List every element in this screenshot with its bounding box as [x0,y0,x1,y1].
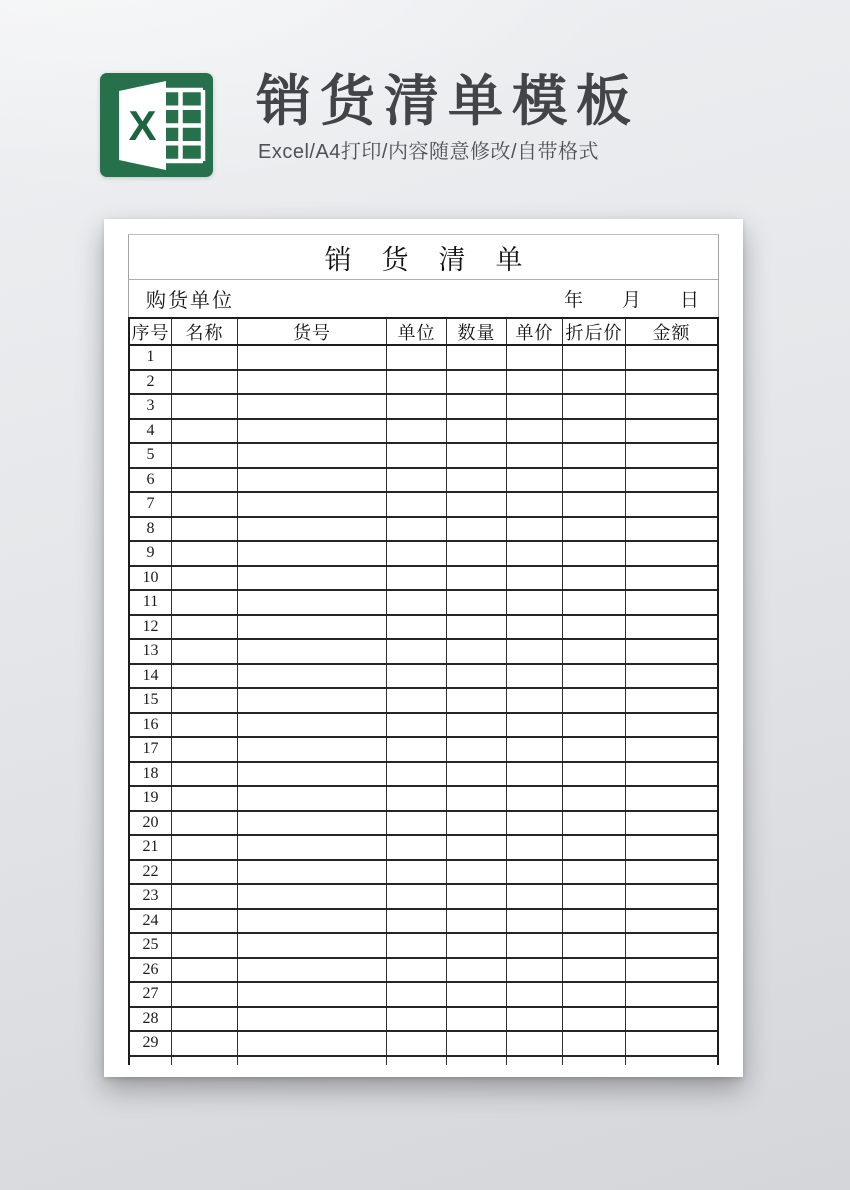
empty-cell [625,469,717,492]
empty-cell [171,812,237,835]
empty-cell [171,959,237,982]
empty-cell [386,885,446,908]
empty-cell [171,420,237,443]
table-row [130,616,717,641]
empty-cell [386,395,446,418]
row-number-cell: 4 [146,421,155,439]
empty-cell [506,346,562,369]
empty-cell [446,812,506,835]
table-row [130,1008,717,1033]
empty-cell [562,493,625,516]
row-number-cell: 8 [146,519,155,537]
empty-cell [171,469,237,492]
empty-cell [625,395,717,418]
table-row [130,395,717,420]
table-row [130,640,717,665]
empty-cell [386,959,446,982]
row-number-cell: 14 [142,666,159,684]
row-number-cell: 6 [146,470,155,488]
empty-cell [171,689,237,712]
empty-cell [446,616,506,639]
empty-cell [446,640,506,663]
empty-cell [171,1032,237,1055]
empty-cell [386,910,446,933]
empty-cell [446,591,506,614]
empty-cell [386,861,446,884]
empty-cell [386,983,446,1006]
empty-cell [386,542,446,565]
logo-x-letter: X [128,102,157,149]
empty-cell [171,885,237,908]
empty-cell [562,616,625,639]
empty-cell [625,444,717,467]
empty-cell [562,959,625,982]
empty-cell [625,640,717,663]
empty-cell [386,1032,446,1055]
empty-cell [237,763,386,786]
empty-cell [562,1032,625,1055]
page-title: 销货清单模板 [256,70,641,132]
column-header: 货号 [237,319,386,344]
clipped-cell [130,1057,171,1065]
empty-cell [237,665,386,688]
row-number-cell: 9 [146,544,155,562]
empty-cell [446,983,506,1006]
column-header: 数量 [446,319,506,344]
empty-cell [237,640,386,663]
empty-cell [506,469,562,492]
day-label: 日 [679,290,699,311]
clipped-cell [506,1057,562,1065]
empty-cell [506,959,562,982]
empty-cell [562,469,625,492]
empty-cell [562,910,625,933]
empty-cell [446,665,506,688]
empty-cell [562,885,625,908]
empty-cell [446,493,506,516]
row-number-cell: 28 [142,1009,159,1027]
empty-cell [625,493,717,516]
row-number-cell: 20 [142,813,159,831]
empty-cell [506,836,562,859]
empty-cell [386,420,446,443]
hero-header [0,0,850,200]
empty-cell [446,420,506,443]
empty-cell [446,1032,506,1055]
empty-cell [386,763,446,786]
row-number-cell: 22 [142,862,159,880]
empty-cell [237,934,386,957]
row-number-cell: 23 [142,887,159,905]
table-row [130,885,717,910]
empty-cell [386,836,446,859]
empty-cell [506,812,562,835]
table-row [130,959,717,984]
empty-cell [386,665,446,688]
empty-cell [506,1032,562,1055]
empty-cell [625,836,717,859]
empty-cell [171,934,237,957]
empty-cell [446,371,506,394]
table-row [130,1032,717,1057]
buyer-unit-label: 购货单位 [146,290,234,312]
empty-cell [562,444,625,467]
empty-cell [171,738,237,761]
row-number-cell: 10 [142,568,159,586]
empty-cell [171,763,237,786]
empty-cell [506,542,562,565]
empty-cell [386,567,446,590]
empty-cell [237,885,386,908]
table-row [130,812,717,837]
empty-cell [237,616,386,639]
table-row [130,665,717,690]
empty-cell [446,689,506,712]
empty-cell [562,861,625,884]
column-header: 单价 [506,319,562,344]
row-number-cell: 3 [146,397,155,415]
empty-cell [237,689,386,712]
empty-cell [237,444,386,467]
column-header: 金额 [625,319,717,344]
empty-cell [171,665,237,688]
empty-cell [237,371,386,394]
table-row [130,542,717,567]
buyer-date-row [128,280,719,317]
empty-cell [386,934,446,957]
empty-cell [506,493,562,516]
empty-cell [562,420,625,443]
empty-cell [171,714,237,737]
row-number-cell: 17 [142,740,159,758]
empty-cell [625,420,717,443]
empty-cell [562,812,625,835]
empty-cell [446,836,506,859]
document-title: 销货清单 [324,244,553,275]
empty-cell [171,616,237,639]
empty-cell [506,395,562,418]
empty-cell [446,959,506,982]
empty-cell [446,1008,506,1031]
clipped-cell [237,1057,386,1065]
empty-cell [386,812,446,835]
empty-cell [625,885,717,908]
document-page [104,219,743,1077]
empty-cell [446,738,506,761]
empty-cell [171,640,237,663]
table-row [130,714,717,739]
excel-logo-icon [100,73,213,177]
table-row [130,983,717,1008]
empty-cell [237,518,386,541]
empty-cell [386,689,446,712]
table-row [130,371,717,396]
table-row [130,738,717,763]
table-row [130,493,717,518]
empty-cell [386,444,446,467]
empty-cell [562,665,625,688]
table-body [130,346,717,1057]
empty-cell [386,787,446,810]
empty-cell [625,1008,717,1031]
year-label: 年 [563,290,583,311]
empty-cell [562,934,625,957]
empty-cell [506,763,562,786]
empty-cell [446,861,506,884]
column-header: 名称 [171,319,237,344]
empty-cell [237,910,386,933]
clipped-cell [446,1057,506,1065]
empty-cell [506,567,562,590]
empty-cell [625,861,717,884]
empty-cell [386,518,446,541]
empty-cell [562,763,625,786]
table-row [130,861,717,886]
sales-table [128,317,719,1065]
empty-cell [171,1008,237,1031]
empty-cell [446,763,506,786]
empty-cell [562,836,625,859]
row-number-cell: 21 [142,838,159,856]
column-header: 折后价 [562,319,625,344]
empty-cell [506,371,562,394]
empty-cell [446,567,506,590]
empty-cell [446,714,506,737]
date-labels [564,285,718,312]
empty-cell [506,738,562,761]
empty-cell [562,567,625,590]
empty-cell [171,346,237,369]
empty-cell [237,542,386,565]
table-row [130,469,717,494]
empty-cell [171,983,237,1006]
empty-cell [386,640,446,663]
empty-cell [506,518,562,541]
table-row [130,763,717,788]
table-row [130,444,717,469]
empty-cell [237,591,386,614]
empty-cell [506,640,562,663]
table-row [130,346,717,371]
empty-cell [171,518,237,541]
empty-cell [506,910,562,933]
empty-cell [237,836,386,859]
empty-cell [625,959,717,982]
empty-cell [171,493,237,516]
empty-cell [506,591,562,614]
table-header-row [130,319,717,346]
empty-cell [237,861,386,884]
row-number-cell: 27 [142,985,159,1003]
empty-cell [506,689,562,712]
row-number-cell: 24 [142,911,159,929]
empty-cell [171,567,237,590]
empty-cell [237,812,386,835]
document-title-row [128,234,719,280]
hero-text-block [256,72,756,163]
empty-cell [446,469,506,492]
empty-cell [625,787,717,810]
empty-cell [506,444,562,467]
table-row [130,518,717,543]
empty-cell [237,959,386,982]
empty-cell [446,885,506,908]
row-number-cell: 29 [142,1034,159,1052]
row-number-cell: 16 [142,715,159,733]
empty-cell [562,542,625,565]
empty-cell [506,420,562,443]
empty-cell [562,983,625,1006]
row-number-cell: 13 [142,642,159,660]
empty-cell [386,1008,446,1031]
month-label: 月 [621,290,641,311]
row-number-cell: 7 [146,495,155,513]
empty-cell [171,395,237,418]
table-row [130,591,717,616]
table-row [130,420,717,445]
empty-cell [446,518,506,541]
empty-cell [171,591,237,614]
column-header: 单位 [386,319,446,344]
clipped-cell [625,1057,717,1065]
row-number-cell: 1 [146,348,155,366]
empty-cell [237,469,386,492]
empty-cell [506,665,562,688]
empty-cell [562,640,625,663]
row-number-cell: 25 [142,936,159,954]
empty-cell [625,371,717,394]
clipped-cell [171,1057,237,1065]
empty-cell [171,371,237,394]
row-number-cell: 12 [142,617,159,635]
empty-cell [625,665,717,688]
empty-cell [446,542,506,565]
row-number-cell: 15 [142,691,159,709]
empty-cell [625,1032,717,1055]
empty-cell [625,983,717,1006]
empty-cell [237,567,386,590]
empty-cell [562,1008,625,1031]
empty-cell [562,591,625,614]
empty-cell [506,714,562,737]
empty-cell [171,444,237,467]
sales-list-document [128,234,719,1065]
empty-cell [446,444,506,467]
empty-cell [171,787,237,810]
empty-cell [446,787,506,810]
empty-cell [237,738,386,761]
empty-cell [386,591,446,614]
empty-cell [386,469,446,492]
row-number-cell: 2 [146,372,155,390]
empty-cell [562,787,625,810]
empty-cell [625,812,717,835]
empty-cell [625,542,717,565]
table-row-partial [130,1057,717,1065]
empty-cell [386,738,446,761]
empty-cell [562,518,625,541]
empty-cell [446,910,506,933]
empty-cell [171,542,237,565]
empty-cell [446,934,506,957]
empty-cell [237,1008,386,1031]
table-row [130,689,717,714]
empty-cell [506,861,562,884]
row-number-cell: 18 [142,764,159,782]
empty-cell [446,346,506,369]
empty-cell [562,689,625,712]
empty-cell [506,787,562,810]
empty-cell [386,616,446,639]
empty-cell [171,836,237,859]
empty-cell [237,493,386,516]
empty-cell [625,567,717,590]
empty-cell [625,616,717,639]
table-row [130,836,717,861]
empty-cell [506,1008,562,1031]
empty-cell [625,910,717,933]
empty-cell [625,714,717,737]
empty-cell [625,738,717,761]
empty-cell [446,395,506,418]
empty-cell [625,591,717,614]
empty-cell [562,346,625,369]
empty-cell [625,763,717,786]
empty-cell [237,1032,386,1055]
empty-cell [562,714,625,737]
empty-cell [386,714,446,737]
empty-cell [237,346,386,369]
row-number-cell: 19 [142,789,159,807]
empty-cell [506,934,562,957]
row-number-cell: 26 [142,960,159,978]
empty-cell [237,983,386,1006]
empty-cell [562,371,625,394]
clipped-cell [386,1057,446,1065]
column-header: 序号 [131,322,170,343]
empty-cell [237,787,386,810]
empty-cell [625,934,717,957]
empty-cell [562,738,625,761]
table-row [130,910,717,935]
empty-cell [171,910,237,933]
empty-cell [506,616,562,639]
empty-cell [386,493,446,516]
empty-cell [386,346,446,369]
empty-cell [625,689,717,712]
empty-cell [506,885,562,908]
empty-cell [625,518,717,541]
empty-cell [625,346,717,369]
empty-cell [237,395,386,418]
clipped-cell [562,1057,625,1065]
row-number-cell: 11 [142,593,159,611]
row-number-cell: 5 [146,446,155,464]
empty-cell [171,861,237,884]
empty-cell [386,371,446,394]
empty-cell [237,420,386,443]
page-subtitle: Excel/A4打印/内容随意修改/自带格式 [258,141,600,163]
table-row [130,934,717,959]
table-row [130,567,717,592]
empty-cell [506,983,562,1006]
empty-cell [562,395,625,418]
table-row [130,787,717,812]
empty-cell [237,714,386,737]
